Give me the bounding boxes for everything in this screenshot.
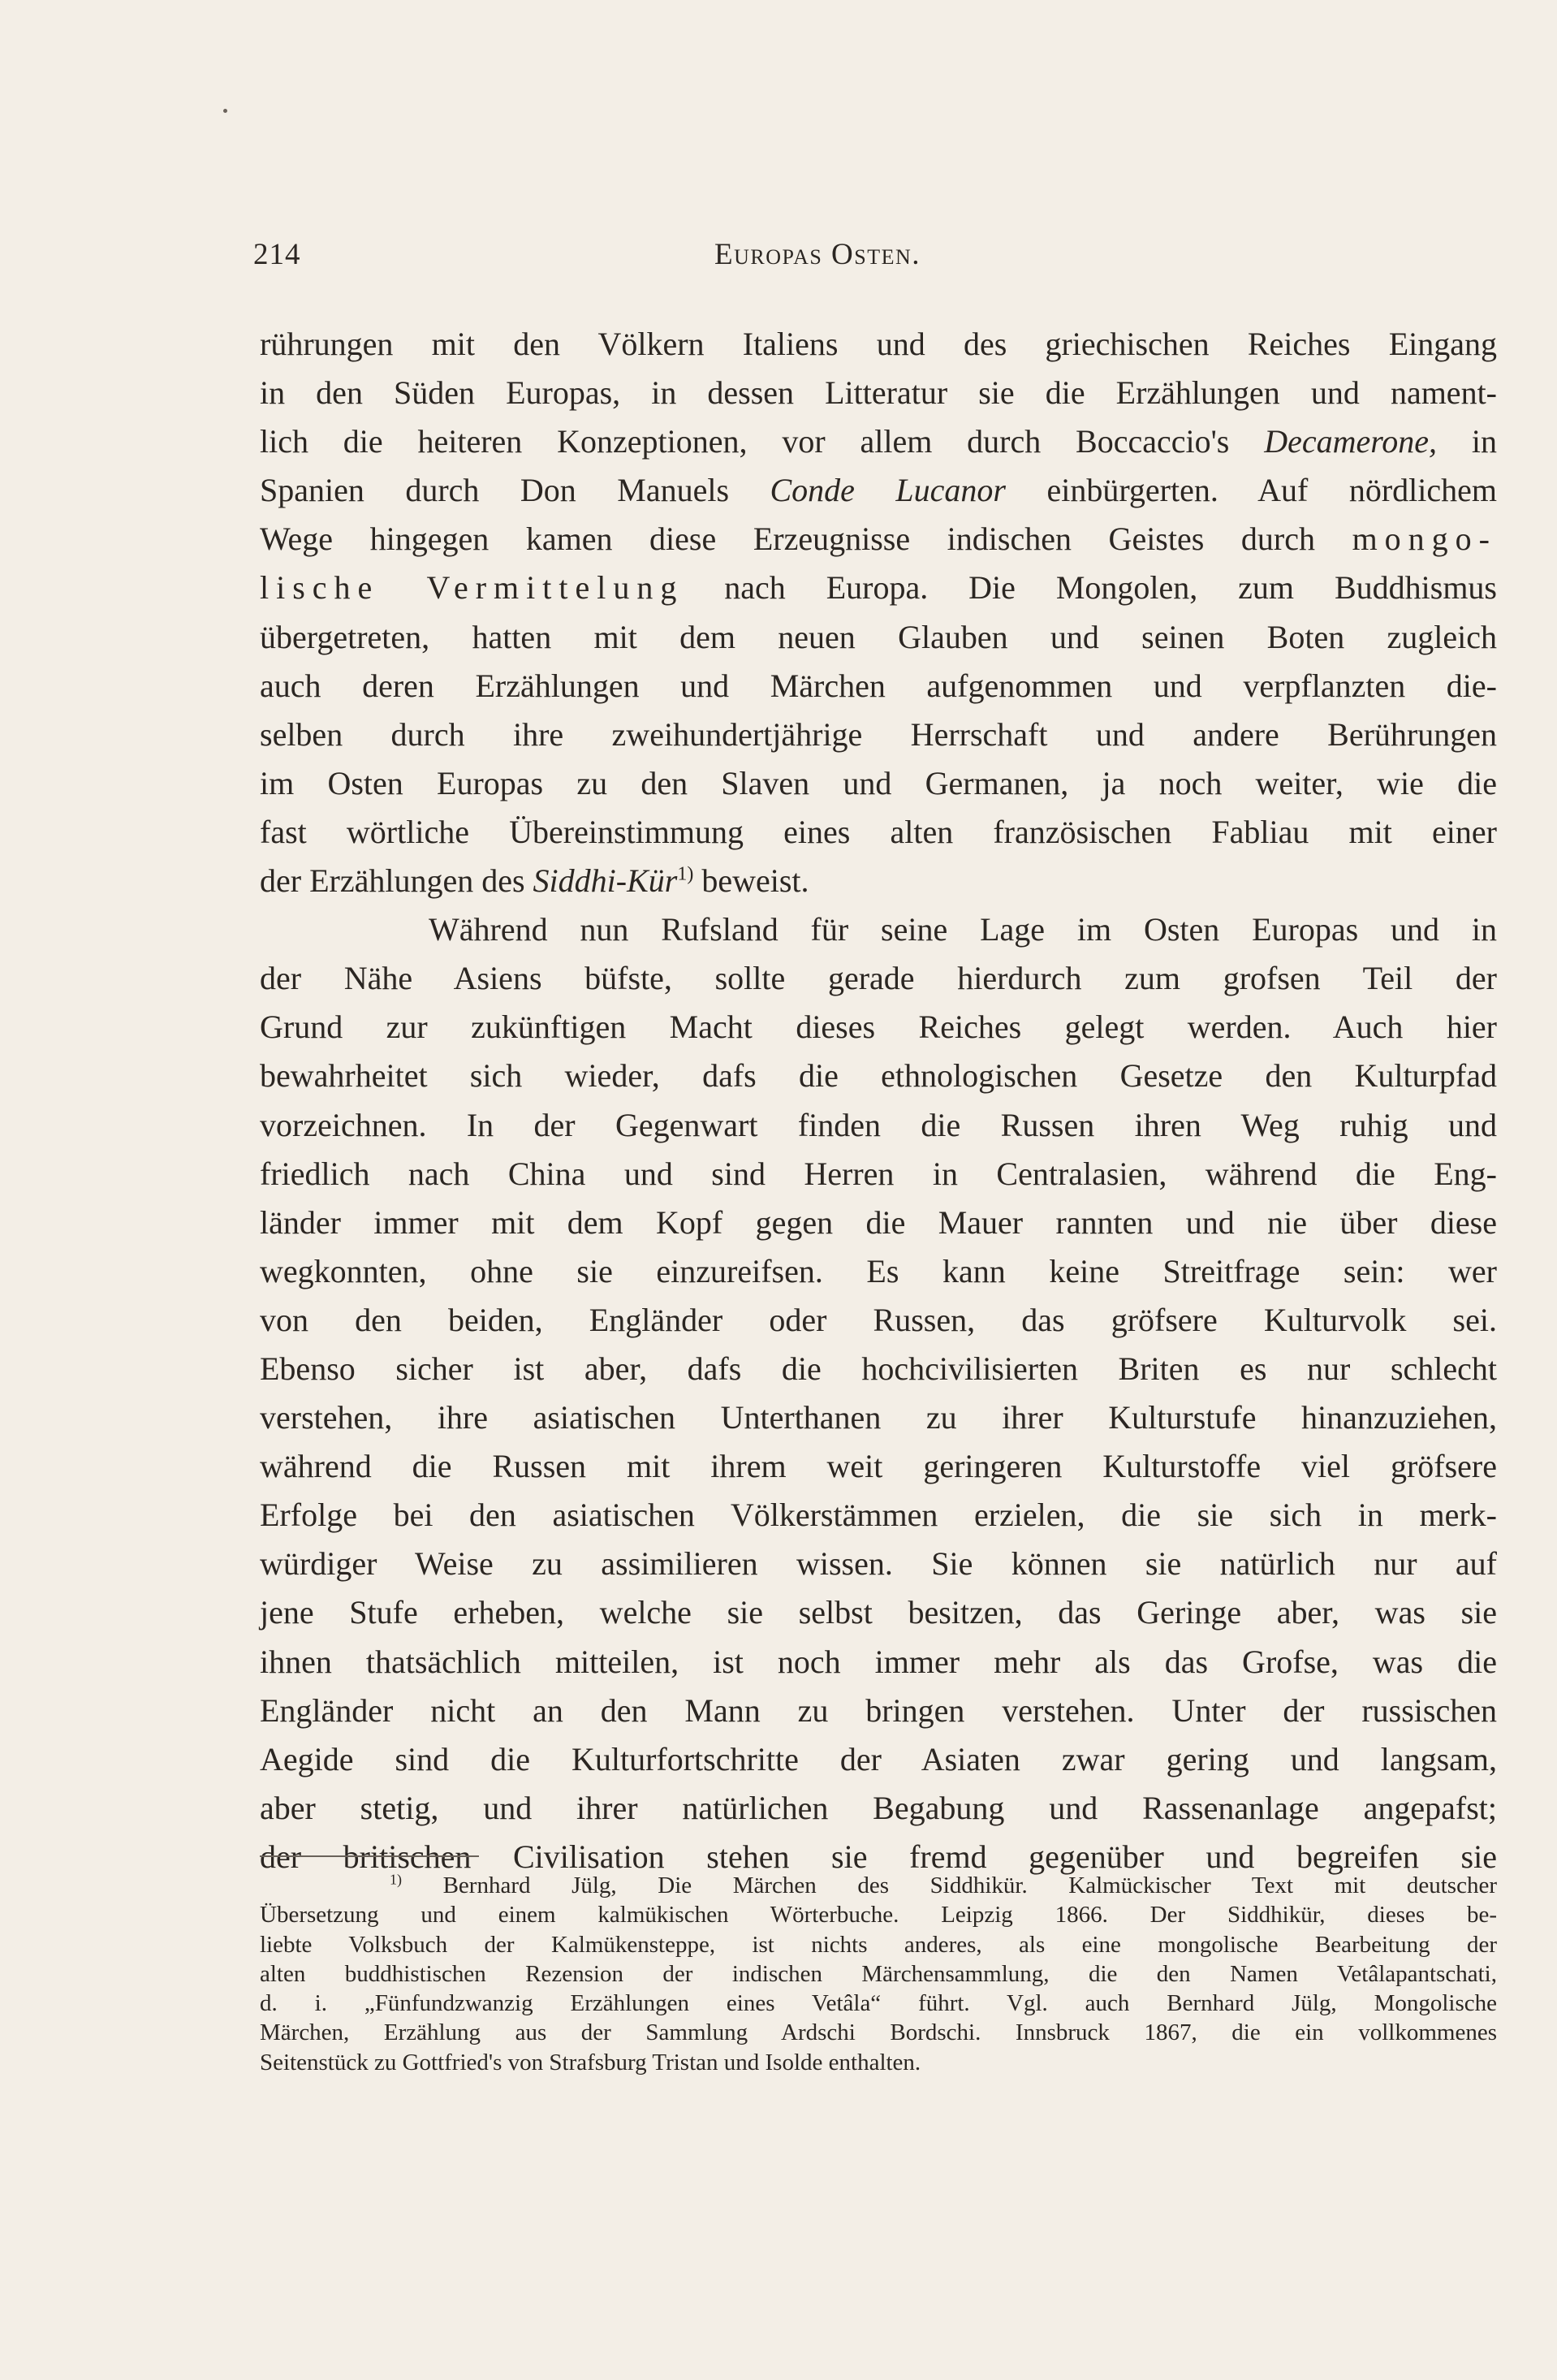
- text-line: von den beiden, Engländer oder Russen, das gröfsere Kulturvolk sei.: [260, 1301, 1497, 1338]
- footnote-line: alten buddhistischen Rezension der indischen Märchensammlung, die den Namen Vetâlapantschati,: [260, 1960, 1497, 1987]
- text-line: [260, 466, 1497, 515]
- text-segment: der Erzählungen des: [260, 862, 533, 900]
- text-segment: einbürgerten. Auf nördlichem: [1005, 472, 1497, 509]
- text-line: verstehen, ihre asiatischen Unterthanen zu ihrer Kulturstufe hinanzuziehen,: [260, 1399, 1497, 1436]
- page-number: 214: [253, 238, 301, 271]
- text-line: selben durch ihre zweihundertjährige Herrschaft und andere Berührungen: [260, 715, 1497, 753]
- main-text: [260, 320, 1497, 1881]
- book-title-conde-lucanor: Conde Lucanor: [770, 472, 1006, 509]
- stray-ink-dot: [223, 109, 227, 113]
- footnote-reference: 1): [677, 863, 694, 885]
- text-line: friedlich nach China und sind Herren in Centralasien, während die Eng-: [260, 1155, 1497, 1192]
- footnote-separator: [260, 1855, 479, 1857]
- book-title-decamerone: Decamerone,: [1264, 423, 1438, 460]
- footnote-line: Seitenstück zu Gottfried's von Strafsburg Tristan und Isolde enthalten.: [260, 2049, 921, 2075]
- text-line: [260, 857, 1497, 905]
- text-line: während die Russen mit ihrem weit geringeren Kulturstoffe viel gröfsere: [260, 1448, 1497, 1485]
- text-line: im Osten Europas zu den Slaven und Germanen, ja noch weiter, wie die: [260, 764, 1497, 801]
- text-line: jene Stufe erheben, welche sie selbst besitzen, das Geringe aber, was sie: [260, 1594, 1497, 1631]
- footnote-line: Märchen, Erzählung aus der Sammlung Ardschi Bordschi. Innsbruck 1867, die ein vollkommenes: [260, 2019, 1497, 2046]
- footnote-line: liebte Volksbuch der Kalmükensteppe, ist nichts anderes, als eine mongolische Bearbeitung der: [260, 1931, 1497, 1958]
- spaced-emphasis: mongo-: [1352, 520, 1497, 558]
- text-line: würdiger Weise zu assimilieren wissen. Sie können sie natürlich nur auf: [260, 1545, 1497, 1583]
- text-segment: beweist.: [693, 862, 809, 900]
- text-line: der Nähe Asiens büfste, sollte gerade hierdurch zum grofsen Teil der: [260, 960, 1497, 997]
- text-line: rührungen mit den Völkern Italiens und des griechischen Reiches Eingang: [260, 326, 1497, 362]
- spaced-emphasis: lische Vermittelung: [260, 569, 684, 607]
- text-line: [260, 417, 1497, 466]
- text-line: Aegide sind die Kulturfortschritte der Asiaten zwar gering und langsam,: [260, 1740, 1497, 1777]
- text-line: länder immer mit dem Kopf gegen die Mauer rannten und nie über diese: [260, 1203, 1497, 1241]
- text-segment: lich die heiteren Konzeptionen, vor allem durch Boccaccio's: [260, 423, 1265, 460]
- text-line: wegkonnten, ohne sie einzureifsen. Es kann keine Streitfrage sein: wer: [260, 1252, 1497, 1289]
- footnote-line: [260, 1871, 1497, 1900]
- text-line: ihnen thatsächlich mitteilen, ist noch immer mehr als das Grofse, was die: [260, 1643, 1497, 1680]
- text-line: Grund zur zukünftigen Macht dieses Reiches gelegt werden. Auch hier: [260, 1009, 1497, 1046]
- text-line: bewahrheitet sich wieder, dafs die ethnologischen Gesetze den Kulturpfad: [260, 1057, 1497, 1095]
- text-line: [260, 515, 1497, 564]
- text-segment: Wege hingegen kamen diese Erzeugnisse indischen Geistes durch: [260, 520, 1352, 558]
- text-line: Erfolge bei den asiatischen Völkerstämmen erzielen, die sie sich in merk-: [260, 1497, 1497, 1534]
- text-line: vorzeichnen. In der Gegenwart finden die Russen ihren Weg ruhig und: [260, 1106, 1497, 1143]
- text-line: aber stetig, und ihrer natürlichen Begabung und Rassenanlage angepafst;: [260, 1789, 1497, 1826]
- footnote-line: d. i. „Fünfundzwanzig Erzählungen eines Vetâla“ führt. Vgl. auch Bernhard Jülg, Mongolische: [260, 1990, 1497, 2017]
- text-segment: nach Europa. Die Mongolen, zum Buddhismus: [684, 569, 1497, 607]
- footnote: [260, 1871, 1497, 2077]
- text-line: Ebenso sicher ist aber, dafs die hochcivilisierten Briten es nur schlecht: [260, 1350, 1497, 1387]
- running-title: Europas Osten.: [714, 238, 921, 271]
- paragraph-first-line: Während nun Rufsland für seine Lage im Osten Europas und in: [429, 911, 1497, 948]
- text-line: der britischen Civilisation stehen sie fremd gegenüber und begreifen sie: [260, 1838, 1497, 1875]
- text-line: fast wörtliche Übereinstimmung eines alten französischen Fabliau mit einer: [260, 813, 1497, 850]
- text-segment: Spanien durch Don Manuels: [260, 472, 770, 509]
- text-line: auch deren Erzählungen und Märchen aufgenommen und verpflanzten die-: [260, 667, 1497, 704]
- footnote-marker: 1): [390, 1871, 402, 1888]
- text-segment: in: [1437, 423, 1497, 460]
- text-line: übergetreten, hatten mit dem neuen Glauben und seinen Boten zugleich: [260, 618, 1497, 655]
- footnote-line: Übersetzung und einem kalmükischen Wörterbuche. Leipzig 1866. Der Siddhikür, dieses be-: [260, 1902, 1497, 1929]
- text-line: Engländer nicht an den Mann zu bringen verstehen. Unter der russischen: [260, 1691, 1497, 1729]
- footnote-segment: Bernhard Jülg, Die Märchen des Siddhikür. Kalmückischer Text mit deutscher: [402, 1872, 1497, 1898]
- text-line: [260, 564, 1497, 612]
- book-title-siddhi-kur: Siddhi-Kür: [533, 862, 678, 900]
- text-line: in den Süden Europas, in dessen Litteratur sie die Erzählungen und nament-: [260, 374, 1497, 412]
